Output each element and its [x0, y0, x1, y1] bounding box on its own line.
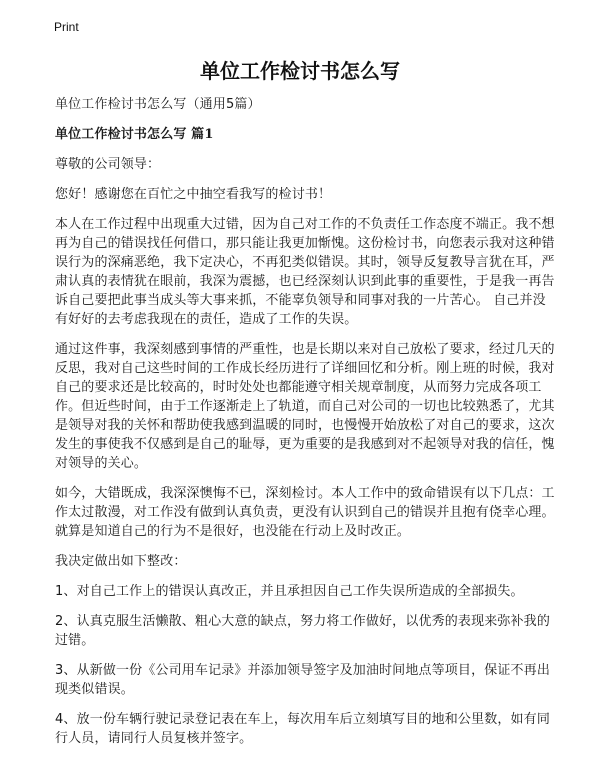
body-paragraph: 我决定做出如下整改：: [55, 554, 187, 569]
section-heading: 单位工作检讨书怎么写 篇1: [55, 127, 214, 142]
list-item: 4、放一份车辆行驶记录登记表在车上，每次用车后立刻填写目的地和公里数，如有同行人员，请同行人员复核并签字。: [55, 712, 550, 746]
body-paragraph: 本人在工作过程中出现重大过错，因为自己对工作的不负责任工作态度不端正。我不想再为自己的错误找任何借口，那只能让我更加惭愧。这份检讨书，向您表示我对这种错误行为的深痛恶绝，我下定决心，不再犯类似错误。其时，领导反复教导言犹在耳，严肃认真的表情犹在眼前，我深为震撼，也已经深刻认识到此事的重要性，于是我一再告诉自己要把此事当成头等大事来抓，不能辜负领导和同事对我的一片苦心。 自己并没有好好的去考虑我现在的责任，造成了工作的失误。: [55, 217, 555, 327]
list-item: 3、从新做一份《公司用车记录》并添加领导签字及加油时间地点等项目，保证不再出现类似错误。: [55, 663, 550, 697]
list-item: 2、认真克服生活懒散、粗心大意的缺点，努力将工作做好，以优秀的表现来弥补我的过错。: [55, 614, 550, 648]
document-title: 单位工作检讨书怎么写: [200, 59, 400, 83]
document-subtitle: 单位工作检讨书怎么写（通用5篇）: [55, 97, 261, 112]
greeting-paragraph: 您好！感谢您在百忙之中抽空看我写的检讨书！: [55, 187, 332, 202]
body-paragraph: 通过这件事，我深刻感到事情的严重性，也是长期以来对自己放松了要求，经过几天的反思，我对自己这些时间的工作成长经历进行了详细回忆和分析。刚上班的时候，我对自己的要求还是比较高的，时时处处也都能遵守相关规章制度，从而努力完成各项工作。但近些时间，由于工作逐渐走上了轨道，而自己对公司的一切也比较熟悉了，尤其是领导对我的关怀和帮助使我感到温暖的同时，也慢慢开始放松了对自己的要求，这次发生的事使我不仅感到是自己的耻辱，更为重要的是我感到对不起领导对我的信任，愧对领导的关心。: [55, 342, 555, 471]
body-paragraph: 如今，大错既成，我深深懊悔不已，深刻检讨。本人工作中的致命错误有以下几点：工作太过散漫，对工作没有做到认真负责，更没有认识到自己的错误并且抱有侥幸心理。就算是知道自己的行为不是很好，也没能在行动上及时改正。: [55, 486, 555, 539]
document-body: [55, 95, 555, 759]
print-link[interactable]: Print: [54, 20, 79, 34]
list-item: 1、对自己工作上的错误认真改正，并且承担因自己工作失误所造成的全部损失。: [55, 584, 524, 599]
salutation: 尊敬的公司领导：: [55, 157, 161, 172]
